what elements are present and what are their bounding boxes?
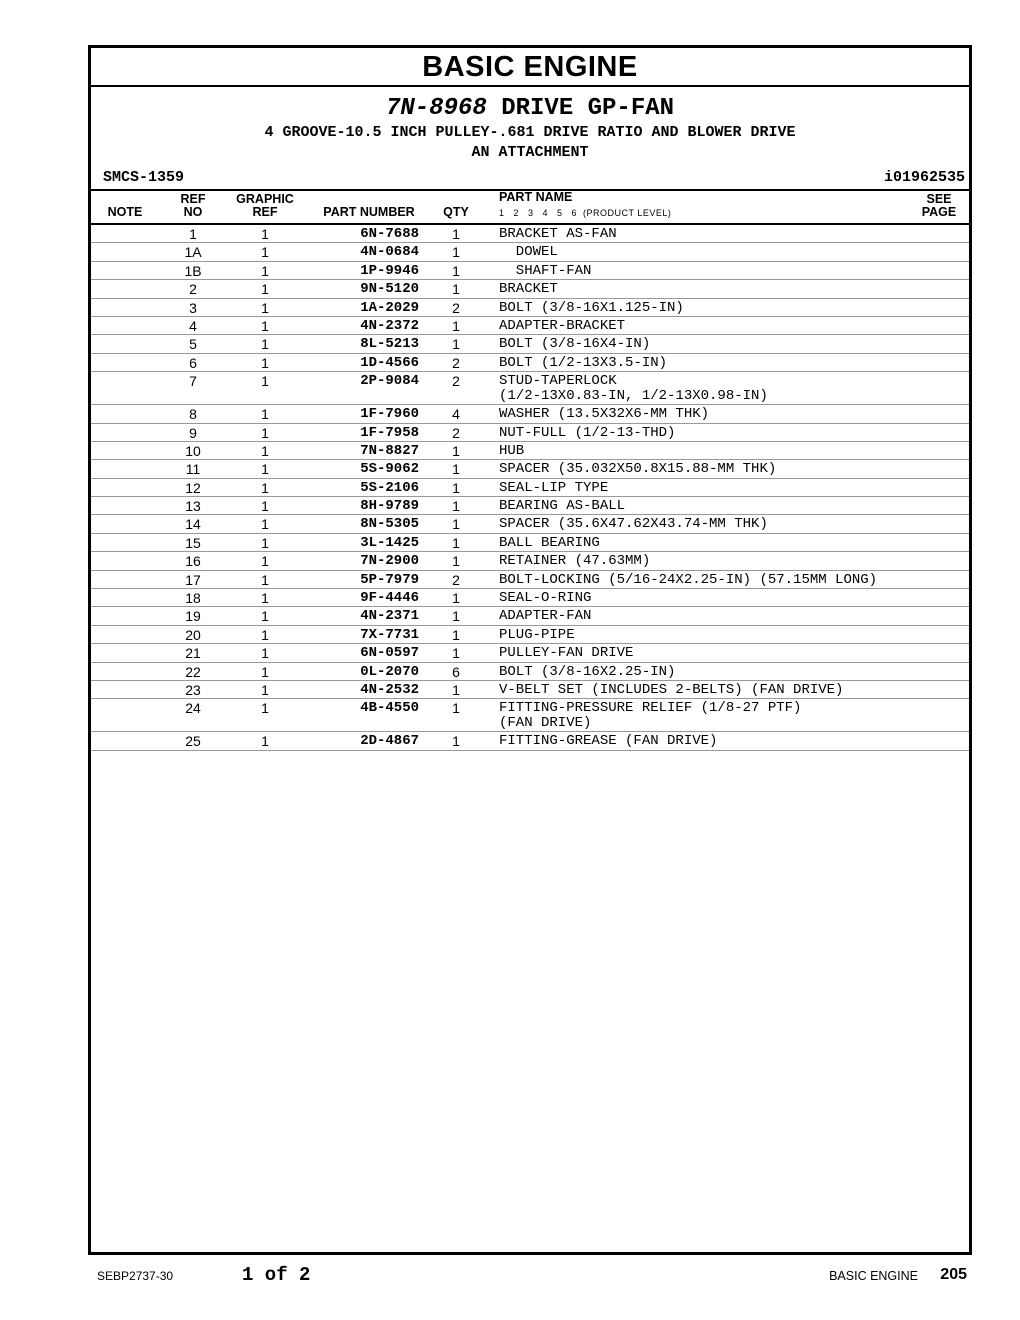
qty-cell: 1: [452, 626, 460, 643]
qty-cell: 1: [452, 479, 460, 496]
qty-cell: 1: [452, 534, 460, 551]
ref-no-cell: 17: [185, 571, 201, 588]
part-name-cell: BRACKET AS-FAN: [499, 226, 617, 242]
graphic-ref-cell: 1: [261, 681, 269, 698]
part-name-cell: FITTING-PRESSURE RELIEF (1/8-27 PTF) (FAN DRIVE): [499, 700, 802, 732]
table-row: [91, 571, 969, 589]
graphic-ref-cell: 1: [261, 516, 269, 533]
table-row: [91, 699, 969, 732]
table-row: [91, 335, 969, 353]
header-note: NOTE: [107, 205, 143, 219]
header-graphic-top: GRAPHIC: [236, 192, 294, 206]
table-row: [91, 732, 969, 750]
header-see-top: SEE: [926, 192, 952, 206]
part-name-cell: RETAINER (47.63MM): [499, 553, 651, 570]
part-number-cell: 4N-2371: [360, 608, 419, 625]
qty-cell: 1: [452, 645, 460, 662]
part-name-cell: BRACKET: [499, 281, 558, 298]
part-name-cell: WASHER (13.5X32X6-MM THK): [499, 406, 710, 423]
part-number-cell: 5S-9062: [360, 461, 419, 478]
table-row: [91, 663, 969, 681]
part-number-cell: 7N-8827: [360, 442, 419, 459]
part-number-cell: 1D-4566: [360, 354, 419, 371]
graphic-ref-cell: 1: [261, 299, 269, 316]
table-row: [91, 607, 969, 625]
qty-cell: 1: [452, 262, 460, 279]
qty-cell: 2: [452, 373, 460, 390]
part-name-cell: SEAL-O-RING: [499, 590, 592, 607]
qty-cell: 1: [452, 608, 460, 625]
table-header: [91, 191, 969, 225]
ref-no-cell: 19: [185, 608, 201, 625]
part-number-cell: 7N-2900: [360, 553, 419, 570]
table-row: [91, 534, 969, 552]
graphic-ref-cell: 1: [261, 336, 269, 353]
table-row: [91, 589, 969, 607]
part-name-cell: BOLT (3/8-16X4-IN): [499, 336, 651, 353]
table-row: [91, 354, 969, 372]
qty-cell: 6: [452, 663, 460, 680]
qty-cell: 1: [452, 700, 460, 717]
table-row: [91, 681, 969, 699]
graphic-ref-cell: 1: [261, 626, 269, 643]
graphic-ref-cell: 1: [261, 226, 269, 242]
table-row: [91, 626, 969, 644]
part-name-cell: SHAFT-FAN: [499, 262, 592, 279]
part-name-cell: BEARING AS-BALL: [499, 498, 626, 515]
graphic-ref-cell: 1: [261, 498, 269, 515]
part-name-cell: STUD-TAPERLOCK (1/2-13X0.83-IN, 1/2-13X0.98-IN): [499, 373, 768, 405]
part-number-cell: 9N-5120: [360, 281, 419, 298]
ref-no-cell: 10: [185, 442, 201, 459]
footer-section: BASIC ENGINE: [829, 1269, 918, 1283]
footer-page-of: 1 of 2: [242, 1264, 311, 1286]
graphic-ref-cell: 1: [261, 553, 269, 570]
part-number-cell: 4N-2372: [360, 317, 419, 334]
graphic-ref-cell: 1: [261, 479, 269, 496]
group-description-line-2: AN ATTACHMENT: [471, 144, 589, 161]
ref-no-cell: 7: [189, 373, 197, 390]
qty-cell: 1: [452, 461, 460, 478]
ref-no-cell: 25: [185, 733, 201, 750]
table-row: [91, 405, 969, 423]
ref-no-cell: 22: [185, 663, 201, 680]
graphic-ref-cell: 1: [261, 645, 269, 662]
part-number-cell: 5S-2106: [360, 479, 419, 496]
ref-no-cell: 13: [185, 498, 201, 515]
page-footer: [0, 1264, 1020, 1288]
table-row: [91, 372, 969, 405]
part-number-cell: 1F-7960: [360, 406, 419, 423]
qty-cell: 2: [452, 354, 460, 371]
part-name-cell: BOLT (3/8-16X2.25-IN): [499, 663, 676, 680]
part-name-cell: BOLT-LOCKING (5/16-24X2.25-IN) (57.15MM LONG): [499, 571, 878, 588]
table-row: [91, 225, 969, 243]
part-number-cell: 8L-5213: [360, 336, 419, 353]
ref-no-cell: 15: [185, 534, 201, 551]
qty-cell: 1: [452, 733, 460, 750]
header-ref-top: REF: [180, 192, 206, 206]
qty-cell: 2: [452, 571, 460, 588]
header-ref-bottom: NO: [183, 205, 203, 219]
graphic-ref-cell: 1: [261, 461, 269, 478]
part-number-cell: 8H-9789: [360, 498, 419, 515]
part-number-cell: 2P-9084: [360, 373, 419, 390]
qty-cell: 1: [452, 553, 460, 570]
part-name-cell: PLUG-PIPE: [499, 626, 575, 643]
header-graphic-bottom: REF: [252, 205, 278, 219]
ref-no-cell: 8: [189, 406, 197, 423]
group-description-line-1: 4 GROOVE-10.5 INCH PULLEY-.681 DRIVE RATIO AND BLOWER DRIVE: [264, 124, 796, 141]
ref-no-cell: 24: [185, 700, 201, 717]
graphic-ref-cell: 1: [261, 733, 269, 750]
qty-cell: 1: [452, 226, 460, 242]
qty-cell: 1: [452, 281, 460, 298]
part-name-cell: SEAL-LIP TYPE: [499, 479, 609, 496]
header-see-bottom: PAGE: [921, 205, 957, 219]
ref-no-cell: 2: [189, 281, 197, 298]
table-row: [91, 280, 969, 298]
ref-no-cell: 18: [185, 590, 201, 607]
part-name-cell: FITTING-GREASE (FAN DRIVE): [499, 733, 718, 750]
graphic-ref-cell: 1: [261, 373, 269, 390]
qty-cell: 1: [452, 681, 460, 698]
graphic-ref-cell: 1: [261, 424, 269, 441]
qty-cell: 1: [452, 336, 460, 353]
part-name-cell: BALL BEARING: [499, 534, 600, 551]
part-name-cell: DOWEL: [499, 244, 558, 261]
part-number-cell: 9F-4446: [360, 590, 419, 607]
part-number-cell: 8N-5305: [360, 516, 419, 533]
graphic-ref-cell: 1: [261, 663, 269, 680]
group-part-number: 7N-8968: [385, 95, 487, 122]
part-name-cell: BOLT (3/8-16X1.125-IN): [499, 299, 684, 316]
part-name-cell: SPACER (35.032X50.8X15.88-MM THK): [499, 461, 777, 478]
table-row: [91, 644, 969, 662]
table-row: [91, 515, 969, 533]
qty-cell: 4: [452, 406, 460, 423]
ref-no-cell: 20: [185, 626, 201, 643]
graphic-ref-cell: 1: [261, 571, 269, 588]
part-name-cell: HUB: [499, 442, 525, 459]
ref-no-cell: 1A: [184, 244, 202, 261]
smcs-row: [91, 169, 969, 191]
part-number-cell: 1P-9946: [360, 262, 419, 279]
part-name-cell: NUT-FULL (1/2-13-THD): [499, 424, 676, 441]
graphic-ref-cell: 1: [261, 608, 269, 625]
group-title: [91, 95, 969, 123]
document-id: i01962535: [883, 169, 965, 186]
part-number-cell: 1A-2029: [360, 299, 419, 316]
part-name-cell: V-BELT SET (INCLUDES 2-BELTS) (FAN DRIVE): [499, 681, 844, 698]
graphic-ref-cell: 1: [261, 590, 269, 607]
header-product-level: 1 2 3 4 5 6 (PRODUCT LEVEL): [499, 208, 672, 218]
graphic-ref-cell: 1: [261, 534, 269, 551]
table-row: [91, 479, 969, 497]
part-number-cell: 5P-7979: [360, 571, 419, 588]
part-name-cell: ADAPTER-BRACKET: [499, 317, 626, 334]
qty-cell: 2: [452, 424, 460, 441]
ref-no-cell: 5: [189, 336, 197, 353]
table-row: [91, 552, 969, 570]
part-number-cell: 2D-4867: [360, 733, 419, 750]
ref-no-cell: 1B: [184, 262, 202, 279]
ref-no-cell: 3: [189, 299, 197, 316]
ref-no-cell: 11: [185, 461, 201, 478]
part-number-cell: 3L-1425: [360, 534, 419, 551]
part-number-cell: 6N-0597: [360, 645, 419, 662]
part-number-cell: 4B-4550: [360, 700, 419, 717]
qty-cell: 1: [452, 590, 460, 607]
ref-no-cell: 1: [189, 226, 197, 242]
part-number-cell: 7X-7731: [360, 626, 419, 643]
table-row: [91, 424, 969, 442]
part-name-cell: BOLT (1/2-13X3.5-IN): [499, 354, 668, 371]
table-row: [91, 243, 969, 261]
part-number-cell: 4N-0684: [360, 244, 419, 261]
ref-no-cell: 16: [185, 553, 201, 570]
header-part-number: PART NUMBER: [323, 205, 415, 219]
graphic-ref-cell: 1: [261, 442, 269, 459]
table-row: [91, 460, 969, 478]
parts-page-frame: [88, 45, 972, 1255]
section-title: BASIC ENGINE: [91, 48, 969, 87]
footer-page-number: 205: [940, 1266, 967, 1283]
qty-cell: 2: [452, 299, 460, 316]
header-qty: QTY: [443, 205, 469, 219]
graphic-ref-cell: 1: [261, 354, 269, 371]
table-row: [91, 497, 969, 515]
table-row: [91, 299, 969, 317]
ref-no-cell: 12: [185, 479, 201, 496]
smcs-code: SMCS-1359: [103, 169, 185, 186]
ref-no-cell: 9: [189, 424, 197, 441]
ref-no-cell: 23: [185, 681, 201, 698]
footer-document-number: SEBP2737-30: [97, 1269, 174, 1283]
graphic-ref-cell: 1: [261, 281, 269, 298]
table-row: [91, 262, 969, 280]
qty-cell: 1: [452, 498, 460, 515]
table-row: [91, 442, 969, 460]
qty-cell: 1: [452, 317, 460, 334]
table-row: [91, 317, 969, 335]
graphic-ref-cell: 1: [261, 317, 269, 334]
part-number-cell: 6N-7688: [360, 226, 419, 242]
graphic-ref-cell: 1: [261, 244, 269, 261]
ref-no-cell: 4: [189, 317, 197, 334]
header-part-name: PART NAME: [499, 190, 573, 204]
graphic-ref-cell: 1: [261, 262, 269, 279]
ref-no-cell: 14: [185, 516, 201, 533]
graphic-ref-cell: 1: [261, 700, 269, 717]
graphic-ref-cell: 1: [261, 406, 269, 423]
qty-cell: 1: [452, 516, 460, 533]
part-number-cell: 4N-2532: [360, 681, 419, 698]
part-name-cell: ADAPTER-FAN: [499, 608, 592, 625]
part-name-cell: SPACER (35.6X47.62X43.74-MM THK): [499, 516, 768, 533]
part-number-cell: 0L-2070: [360, 663, 419, 680]
ref-no-cell: 21: [185, 645, 201, 662]
qty-cell: 1: [452, 244, 460, 261]
parts-table-body: [91, 225, 969, 751]
part-number-cell: 1F-7958: [360, 424, 419, 441]
part-name-cell: PULLEY-FAN DRIVE: [499, 645, 634, 662]
ref-no-cell: 6: [189, 354, 197, 371]
group-name: DRIVE GP-FAN: [501, 95, 675, 122]
qty-cell: 1: [452, 442, 460, 459]
